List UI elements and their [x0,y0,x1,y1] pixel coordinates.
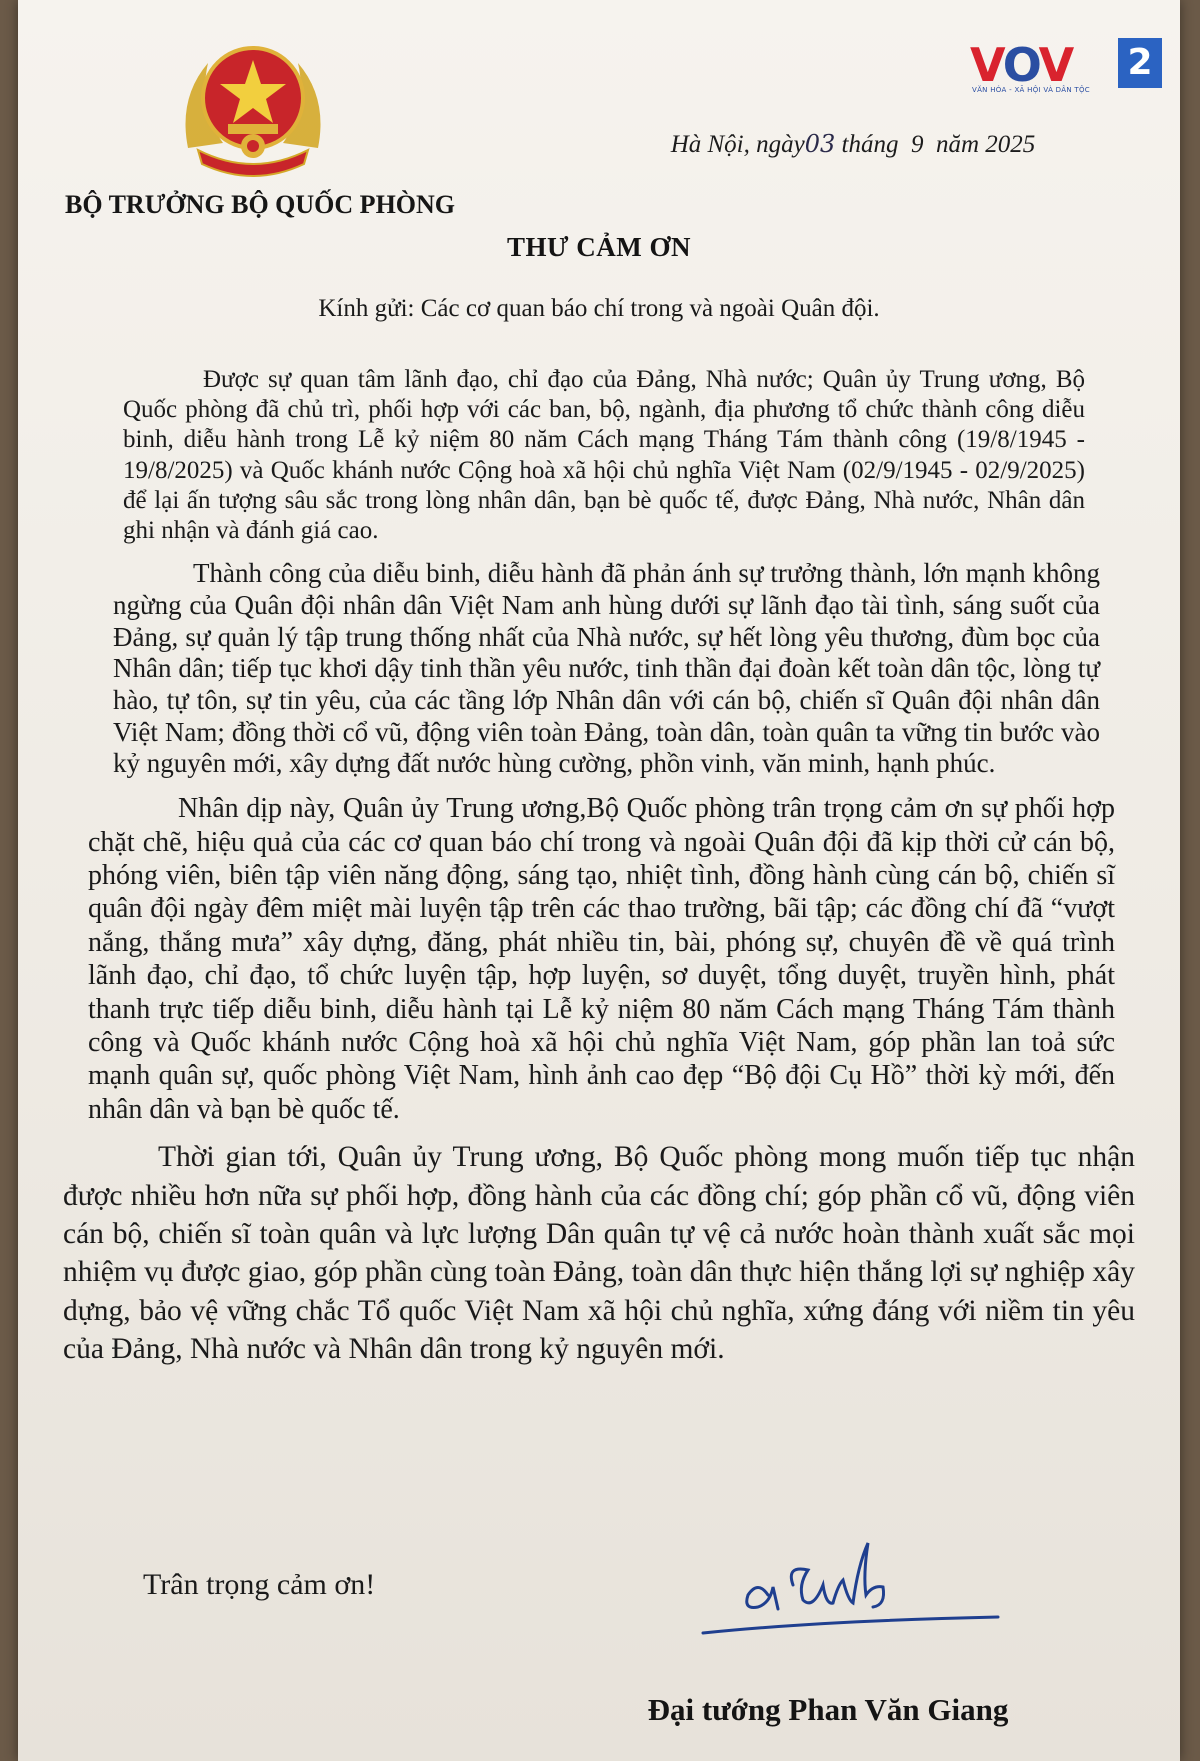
date-month-label: tháng [841,131,899,158]
date-year: 2025 [985,131,1036,158]
date-month: 9 [910,131,924,158]
logo-tagline: VĂN HÓA - XÃ HỘI VÀ DÂN TỘC [972,86,1090,94]
signer-name: Đại tướng Phan Văn Giang [647,1692,1009,1727]
letter-body [63,365,1135,1381]
channel-number: 2 [1118,38,1162,88]
issuing-organization: BỘ TRƯỞNG BỘ QUỐC PHÒNG [64,190,456,219]
paragraph: Thời gian tới, Quân ủy Trung ương, Bộ Quốc phòng mong muốn tiếp tục nhận được nhiều hơn nữa sự phối hợp, đồng hành của các đồng chí; góp phần cổ vũ, động viên cán bộ, chiến sĩ toàn quân và lực lượng Dân quân tự vệ cả nước hoàn thành xuất sắc mọi nhiệm vụ được giao, góp phần cùng toàn Đảng, toàn dân thực hiện thắng lợi sự nghiệp xây dựng, bảo vệ vững chắc Tổ quốc Việt Nam xã hội chủ nghĩa, xứng đáng với niềm tin yêu của Đảng, Nhà nước và Nhân dân trong kỷ nguyên mới. [63,1141,1135,1366]
recipient-line: Kính gửi: Các cơ quan báo chí trong và ngoài Quân đội. [318,295,880,322]
paragraph: Nhân dịp này, Quân ủy Trung ương,Bộ Quốc phòng trân trọng cảm ơn sự phối hợp chặt chẽ, hiệu quả của các cơ quan báo chí trong và ngoài Quân đội đã kịp thời cử cán bộ, phóng viên, biên tập viên năng động, sáng tạo, nhiệt tình, đồng hành cùng cán bộ, chiến sĩ quân đội ngày đêm miệt mài luyện tập trên các thao trường, bãi tập; các đồng chí đã “vượt nắng, thắng mưa” xây dựng, đăng, phát nhiều tin, bài, phóng sự, chuyên đề về quá trình lãnh đạo, chỉ đạo, tổ chức luyện tập, hợp luyện, sơ duyệt, tổng duyệt, truyền hình, phát thanh trực tiếp diễu binh, diễu hành tại Lễ kỷ niệm 80 năm Cách mạng Tháng Tám thành công và Quốc khánh nước Cộng hoà xã hội chủ nghĩa Việt Nam, góp phần lan toả sức mạnh quân sự, quốc phòng Việt Nam, hình ảnh cao đẹp “Bộ đội Cụ Hồ” thời kỳ mới, đến nhân dân và bạn bè quốc tế. [88,793,1115,1125]
closing-line: Trân trọng cảm ơn! [143,1568,376,1601]
letter-title: THƯ CẢM ƠN [507,232,691,262]
date-year-label: năm [935,131,980,158]
date-line [618,130,1088,159]
date-day: 03 [804,130,836,158]
paragraph: Được sự quan tâm lãnh đạo, chỉ đạo của Đảng, Nhà nước; Quân ủy Trung ương, Bộ Quốc phòng đã chủ trì, phối hợp với các ban, bộ, ngành, địa phương tổ chức thành công diễu binh, diễu hành trong Lễ kỷ niệm 80 năm Cách mạng Tháng Tám thành công (19/8/1945 - 19/8/2025) và Quốc khánh nước Cộng hoà xã hội chủ nghĩa Việt Nam (02/9/1945 - 02/9/2025) để lại ấn tượng sâu sắc trong lòng nhân dân, bạn bè quốc tế, được Đảng, Nhà nước, Nhân dân ghi nhận và đánh giá cao. [123,366,1085,545]
vov2-logo [970,38,1160,100]
vov-wordmark: VOV [970,38,1073,92]
date-prefix: Hà Nội, ngày [670,131,805,158]
national-emblem-icon [168,28,338,188]
paragraph: Thành công của diễu binh, diễu hành đã phản ánh sự trưởng thành, lớn mạnh không ngừng của Quân đội nhân dân Việt Nam anh hùng dưới sự lãnh đạo tài tình, sáng suốt của Đảng, sự quản lý tập trung thống nhất của Nhà nước, sự hết lòng yêu thương, đùm bọc của Nhân dân; tiếp tục khơi dậy tinh thần yêu nước, tinh thần đại đoàn kết toàn dân tộc, lòng tự hào, tự tôn, sự tin yêu, của các tầng lớp Nhân dân với cán bộ, chiến sĩ Quân đội nhân dân Việt Nam; đồng thời cổ vũ, động viên toàn Đảng, toàn dân, toàn quân ta vững tin bước vào kỷ nguyên mới, xây dựng đất nước hùng cường, phồn vinh, văn minh, hạnh phúc. [113,558,1100,779]
handwritten-signature [698,1525,1058,1645]
letter-page [18,0,1180,1761]
